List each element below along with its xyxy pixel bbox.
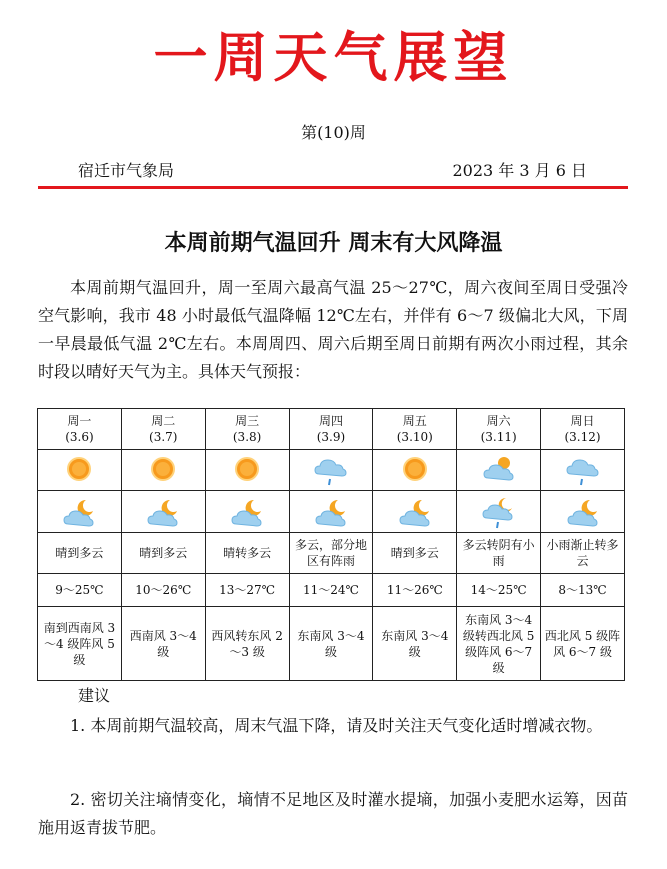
temperature-range: 13～27℃: [205, 574, 289, 607]
advice-heading: 建议: [78, 686, 111, 705]
day-cell: 周三 (3.8): [205, 409, 289, 450]
weather-description: 晴到多云: [373, 533, 457, 574]
temperature-range: 14～25℃: [457, 574, 541, 607]
light-rain-icon: [541, 450, 625, 491]
headline: 本周前期气温回升 周末有大风降温: [164, 230, 503, 256]
wind-description: 南到西南风 3～4 级阵风 5 级: [38, 607, 122, 681]
night-rain-icon: [457, 491, 541, 533]
weather-description: 晴到多云: [38, 533, 122, 574]
weather-description: 小雨渐止转多云: [541, 533, 625, 574]
partly-cloudy-night-icon: [205, 491, 289, 533]
day-cell: 周六 (3.11): [457, 409, 541, 450]
wind-description: 东南风 3～4 级: [373, 607, 457, 681]
partly-cloudy-night-icon: [373, 491, 457, 533]
wind-description: 西北风 5 级阵风 6～7 级: [541, 607, 625, 681]
header-rule: [38, 186, 628, 189]
weather-description: 多云，部分地区有阵雨: [289, 533, 373, 574]
wind-description: 西南风 3～4 级: [121, 607, 205, 681]
forecast-table: [37, 408, 625, 681]
advice-item: 1. 本周前期气温较高，周末气温下降，请及时关注天气变化适时增减衣物。: [70, 716, 603, 735]
temperature-range: 11～26℃: [373, 574, 457, 607]
partly-cloudy-day-icon: [457, 450, 541, 491]
partly-cloudy-night-icon: [289, 491, 373, 533]
wind-description: 东南风 3～4 级转西北风 5 级阵风 6～7 级: [457, 607, 541, 681]
partly-cloudy-night-icon: [121, 491, 205, 533]
daytime-icon-row: [38, 450, 625, 491]
temperature-range: 8～13℃: [541, 574, 625, 607]
light-rain-icon: [289, 450, 373, 491]
description-row: [38, 533, 625, 574]
temperature-row: [38, 574, 625, 607]
day-cell: 周五 (3.10): [373, 409, 457, 450]
temperature-range: 10～26℃: [121, 574, 205, 607]
sunny-icon: [205, 450, 289, 491]
weather-description: 晴转多云: [205, 533, 289, 574]
weather-description: 晴到多云: [121, 533, 205, 574]
night-icon-row: [38, 491, 625, 533]
sunny-icon: [121, 450, 205, 491]
temperature-range: 9～25℃: [38, 574, 122, 607]
day-cell: 周一 (3.6): [38, 409, 122, 450]
day-row: [38, 409, 625, 450]
summary-paragraph: 本周前期气温回升，周一至周六最高气温 25～27℃，周六夜间至周日受强冷空气影响，我市 48 小时最低气温降幅 12℃左右，并伴有 6～7 级偏北大风，下周一早晨最低气温 2℃左右。本周周四、周六后期至周日前期有两次小雨过程，其余时段以晴好天气为主。具体天气预报：: [38, 278, 628, 381]
sunny-icon: [38, 450, 122, 491]
agency-name: 宿迁市气象局: [78, 161, 175, 180]
masthead-title: 一周天气展望: [153, 25, 514, 89]
sunny-icon: [373, 450, 457, 491]
wind-description: 西风转东风 2～3 级: [205, 607, 289, 681]
advice-item: 2. 密切关注墒情变化，墒情不足地区及时灌水提墒，加强小麦肥水运筹，因苗施用返青拔节肥。: [38, 790, 628, 837]
wind-row: [38, 607, 625, 681]
publish-date: 2023 年 3 月 6 日: [452, 161, 587, 180]
day-cell: 周日 (3.12): [541, 409, 625, 450]
day-cell: 周二 (3.7): [121, 409, 205, 450]
wind-description: 东南风 3～4 级: [289, 607, 373, 681]
weather-description: 多云转阴有小雨: [457, 533, 541, 574]
partly-cloudy-night-icon: [38, 491, 122, 533]
temperature-range: 11～24℃: [289, 574, 373, 607]
partly-cloudy-night-icon: [541, 491, 625, 533]
day-cell: 周四 (3.9): [289, 409, 373, 450]
issue-number: 第(10)周: [301, 123, 366, 142]
